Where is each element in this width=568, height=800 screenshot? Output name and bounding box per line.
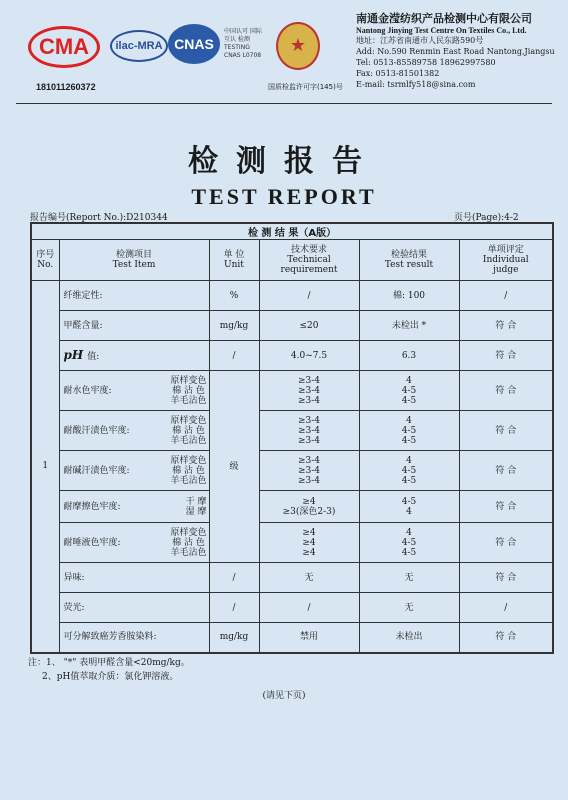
result-line: 4	[406, 527, 412, 538]
item-cell: 异味:	[59, 563, 209, 593]
result-cell: 未检出	[359, 623, 459, 653]
result-cell: 无	[359, 593, 459, 623]
sub-item: 羊毛沾色	[170, 547, 207, 558]
result-line: 4	[406, 506, 412, 517]
requirement-cell	[259, 523, 359, 563]
sub-item: 羊毛沾色	[170, 395, 207, 406]
company-name-cn: 南通金滢纺织产品检测中心有限公司	[356, 12, 532, 25]
req-line: ≥3-4	[297, 455, 321, 466]
report-number: 报告编号(Report No.):D210344	[30, 213, 168, 223]
item-cell	[59, 341, 209, 371]
result-cell	[359, 491, 459, 523]
unit-cell: mg/kg	[209, 623, 259, 653]
item-label: 耐摩擦色牢度:	[63, 501, 121, 512]
table-caption: 检 测 结 果（A版）	[31, 223, 553, 240]
item-cell: 荧光:	[59, 593, 209, 623]
table-row	[31, 371, 553, 411]
result-cell	[359, 371, 459, 411]
req-line: ≥3-4	[297, 435, 321, 446]
table-row	[31, 281, 553, 311]
cert-number: 181011260372	[36, 82, 96, 92]
email: E-mail: tsrmlfy518@sina.com	[356, 80, 476, 89]
result-line: 4-5	[401, 395, 417, 406]
item-cell	[59, 371, 209, 411]
table-row	[31, 411, 553, 451]
sub-items	[170, 456, 206, 486]
item-label: 耐碱汗渍色牢度:	[63, 465, 130, 476]
header-result: 检验结果 Test result	[359, 240, 459, 281]
requirement-cell: 禁用	[259, 623, 359, 653]
table-row	[31, 311, 553, 341]
emblem-icon: ★	[276, 22, 320, 70]
req-line: ≥3-4	[297, 475, 321, 486]
item-cell: 可分解致癌芳香胺染料:	[59, 623, 209, 653]
judge-cell: 符 合	[459, 491, 553, 523]
req-line: ≥3-4	[297, 395, 321, 406]
sub-items	[186, 497, 207, 517]
item-label: 耐水色牢度:	[63, 385, 112, 396]
req-line: ≥4	[302, 527, 316, 538]
table-body	[31, 281, 553, 653]
table-row	[31, 451, 553, 491]
judge-cell: 符 合	[459, 341, 553, 371]
unit-cell: mg/kg	[209, 311, 259, 341]
company-name-en: Nantong Jinying Test Centre On Textiles Co., Ltd.	[356, 26, 527, 35]
result-line: 4	[406, 415, 412, 426]
req-line: ≥3-4	[297, 425, 321, 436]
result-cell: 无	[359, 563, 459, 593]
header-unit: 单 位 Unit	[209, 240, 259, 281]
item-cell: 纤维定性:	[59, 281, 209, 311]
sub-item: 干 摩	[185, 496, 207, 507]
page-number: 页号(Page):4-2	[454, 213, 519, 223]
cnas-logo: CNAS	[168, 24, 220, 64]
requirement-cell: /	[259, 593, 359, 623]
unit-cell: /	[209, 341, 259, 371]
requirement-cell: ≤20	[259, 311, 359, 341]
item-label-suffix: 值:	[87, 351, 100, 362]
requirement-cell	[259, 451, 359, 491]
header-item: 检测项目 Test Item	[59, 240, 209, 281]
seq-cell: 1	[31, 281, 59, 653]
item-label: 耐酸汗渍色牢度:	[63, 425, 130, 436]
header-judge: 单项评定 Individual judge	[459, 240, 553, 281]
result-line: 4-5	[401, 385, 417, 396]
requirement-cell	[259, 491, 359, 523]
address-en: Add: No.590 Renmin East Road Nantong,Jiangsu	[356, 47, 555, 56]
unit-cell: /	[209, 563, 259, 593]
req-line: ≥3-4	[297, 465, 321, 476]
sub-item: 原样变色	[170, 375, 207, 386]
result-cell	[359, 411, 459, 451]
item-label: 耐唾液色牢度:	[63, 537, 121, 548]
judge-cell: 符 合	[459, 411, 553, 451]
sub-item: 原样变色	[170, 415, 207, 426]
judge-cell: /	[459, 281, 553, 311]
requirement-cell: 无	[259, 563, 359, 593]
req-line: ≥3-4	[297, 415, 321, 426]
sub-item: 棉 沾 色	[172, 537, 205, 548]
header-divider	[16, 103, 552, 104]
company-info	[356, 10, 555, 90]
telephone: Tel: 0513-85589758 18962997580	[356, 58, 496, 67]
title-en: TEST REPORT	[191, 184, 377, 209]
sub-item: 羊毛沾色	[170, 435, 207, 446]
cma-logo: CMA	[28, 26, 100, 68]
table-row	[31, 341, 553, 371]
unit-cell: 级	[209, 371, 259, 563]
judge-cell: 符 合	[459, 623, 553, 653]
item-cell	[59, 491, 209, 523]
judge-cell: 符 合	[459, 563, 553, 593]
table-row	[31, 491, 553, 523]
cnas-caption: 中国认可 国际互认 检测 TESTING CNAS L0708	[224, 28, 262, 59]
result-line: 4-5	[401, 496, 417, 507]
sub-item: 羊毛沾色	[170, 475, 207, 486]
judge-cell: /	[459, 593, 553, 623]
result-cell	[359, 523, 459, 563]
sub-item: 原样变色	[170, 455, 207, 466]
ilac-mra-logo: ilac-MRA	[110, 30, 168, 62]
sub-item: 棉 沾 色	[172, 425, 205, 436]
unit-cell: /	[209, 593, 259, 623]
judge-cell: 符 合	[459, 451, 553, 491]
result-line: 4-5	[401, 465, 417, 476]
sub-items	[170, 528, 206, 558]
judge-cell: 符 合	[459, 371, 553, 411]
judge-cell: 符 合	[459, 311, 553, 341]
note-1: 注：1、 "*" 表明甲醛含量<20mg/kg。	[28, 658, 190, 668]
continued-note: (请见下页)	[262, 691, 306, 701]
table-row	[31, 563, 553, 593]
req-line: ≥4	[302, 547, 316, 558]
table-header-row	[31, 240, 553, 281]
sub-item: 棉 沾 色	[172, 465, 205, 476]
unit-cell: %	[209, 281, 259, 311]
req-line: ≥3(深色2-3)	[282, 506, 336, 517]
result-cell: 棉: 100	[359, 281, 459, 311]
header-requirement: 技术要求 Technical requirement	[259, 240, 359, 281]
req-line: ≥3-4	[297, 375, 321, 386]
sub-item: 棉 沾 色	[172, 385, 205, 396]
result-line: 4	[406, 375, 412, 386]
req-line: ≥4	[302, 537, 316, 548]
judge-cell: 符 合	[459, 523, 553, 563]
note-2: 2、pH值萃取介质：氯化钾溶液。	[42, 672, 179, 682]
sub-items	[170, 376, 206, 406]
item-cell	[59, 523, 209, 563]
req-line: ≥3-4	[297, 385, 321, 396]
requirement-cell	[259, 371, 359, 411]
result-line: 4-5	[401, 547, 417, 558]
result-cell: 未检出 *	[359, 311, 459, 341]
table-row	[31, 623, 553, 653]
req-line: ≥4	[302, 496, 316, 507]
item-cell	[59, 411, 209, 451]
result-line: 4-5	[401, 435, 417, 446]
title-cn: 检测报告	[188, 144, 380, 179]
address-cn: 地址：江苏省南通市人民东路590号	[356, 36, 484, 45]
result-line: 4-5	[401, 537, 417, 548]
license-number: 国质检监许可字(145)号	[268, 83, 343, 91]
requirement-cell	[259, 411, 359, 451]
requirement-cell: 4.0~7.5	[259, 341, 359, 371]
result-line: 4	[406, 455, 412, 466]
item-cell: 甲醛含量:	[59, 311, 209, 341]
sub-item: 原样变色	[170, 527, 207, 538]
table-row	[31, 593, 553, 623]
sub-item: 湿 摩	[185, 506, 207, 517]
notes	[28, 656, 190, 684]
item-cell	[59, 451, 209, 491]
table-row	[31, 523, 553, 563]
fax: Fax: 0513-81501382	[356, 69, 440, 78]
results-table	[30, 222, 554, 654]
sub-items	[170, 416, 206, 446]
result-line: 4-5	[401, 475, 417, 486]
result-line: 4-5	[401, 425, 417, 436]
header-no: 序号 No.	[31, 240, 59, 281]
requirement-cell: /	[259, 281, 359, 311]
result-cell: 6.3	[359, 341, 459, 371]
result-cell	[359, 451, 459, 491]
item-label: pH	[63, 347, 84, 362]
